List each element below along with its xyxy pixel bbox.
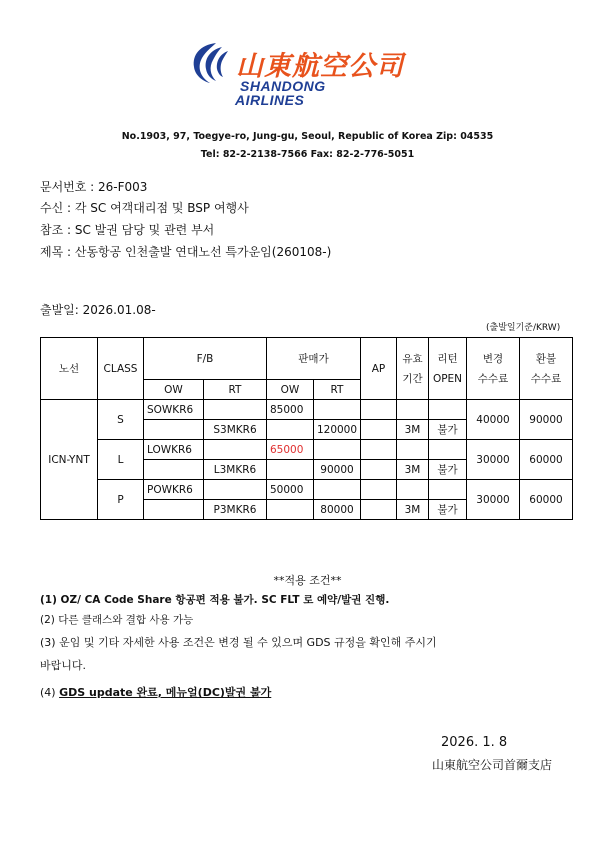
header-route: 노선 [41,338,98,400]
condition-4-text: GDS update 완료, 메뉴얼(DC)발권 불가 [59,686,272,699]
validity: 3M [397,420,429,440]
signature-date: 2026. 1. 8 [441,735,508,750]
ap-cell [361,440,397,460]
document-reference: 참조 : SC 발권 담당 및 관련 부서 [40,223,215,237]
rt-price: 80000 [314,500,361,520]
fare-table [40,337,573,520]
condition-3a: (3) 운임 및 기타 자세한 사용 조건은 변경 될 수 있으며 GDS 규정을 확인해 주시기 [40,636,437,649]
empty-cell [429,440,467,460]
empty-cell [204,480,267,500]
header-price-ow: OW [267,380,314,400]
route-cell: ICN-YNT [41,400,98,520]
refund-fee: 90000 [520,400,573,440]
rt-price: 90000 [314,460,361,480]
header-fb-rt: RT [204,380,267,400]
header-fb-ow: OW [144,380,204,400]
condition-2: (2) 다른 클래스와 결합 사용 가능 [40,614,194,626]
validity: 3M [397,500,429,520]
header-refund-1: 환불 [535,352,557,365]
document-recipient: 수신 : 각 SC 여객대리점 및 BSP 여행사 [40,201,249,215]
header-refund-fee [520,338,573,400]
refund-fee: 60000 [520,440,573,480]
header-change-1: 변경 [482,352,504,365]
class-cell: S [98,400,144,440]
ap-cell [361,480,397,500]
header-price: 판매가 [267,338,361,380]
header-return-1: 리턴 [437,352,458,365]
ow-fare-basis: LOWKR6 [144,440,204,460]
empty-cell [144,500,204,520]
departure-date: 출발일: 2026.01.08- [40,303,156,317]
rt-fare-basis: P3MKR6 [204,500,267,520]
empty-cell [361,420,397,440]
ow-fare-basis: POWKR6 [144,480,204,500]
header-fare-basis: F/B [144,338,267,380]
empty-cell [204,400,267,420]
header-validity [397,338,429,400]
signature-name: 山東航空公司首爾支店 [432,758,553,772]
empty-cell [267,500,314,520]
document-subject: 제목 : 산동항공 인천출발 연대노선 특가운임(260108-) [40,245,332,259]
ow-price: 85000 [267,400,314,420]
class-cell: P [98,480,144,520]
header-change-fee [467,338,520,400]
empty-cell [204,440,267,460]
validity: 3M [397,460,429,480]
logo-english-line2: AIRLINES [235,92,305,108]
header-refund-2: 수수료 [530,372,562,385]
refund-fee: 60000 [520,480,573,520]
empty-cell [314,440,361,460]
condition-1: (1) OZ/ CA Code Share 항공편 적용 불가. SC FLT 로 예약/발권 진행. [40,594,390,606]
condition-3b: 바랍니다. [40,659,87,672]
ow-price: 50000 [267,480,314,500]
logo-english-line1: SHANDONG [240,78,326,94]
header-price-rt: RT [314,380,361,400]
empty-cell [361,460,397,480]
rt-price: 120000 [314,420,361,440]
return-open: 불가 [429,420,467,440]
empty-cell [144,420,204,440]
header-change-2: 수수료 [477,372,509,385]
conditions-title: **적용 조건** [273,574,342,587]
change-fee: 40000 [467,400,520,440]
ow-price-highlight: 65000 [267,440,314,460]
return-open: 불가 [429,460,467,480]
empty-cell [361,500,397,520]
empty-cell [429,400,467,420]
empty-cell [267,420,314,440]
document-number: 문서번호 : 26-F003 [40,180,148,194]
bird-logo-icon [186,41,234,85]
rt-fare-basis: S3MKR6 [204,420,267,440]
empty-cell [314,400,361,420]
company-phone: Tel: 82-2-2138-7566 Fax: 82-2-776-5051 [200,149,415,160]
empty-cell [397,480,429,500]
condition-4 [40,686,271,699]
header-validity-1: 유효 [402,352,423,365]
header-return-2: OPEN [432,372,463,385]
change-fee: 30000 [467,440,520,480]
empty-cell [314,480,361,500]
change-fee: 30000 [467,480,520,520]
company-address: No.1903, 97, Toegye-ro, Jung-gu, Seoul, Republic of Korea Zip: 04535 [121,131,494,142]
ap-cell [361,400,397,420]
header-validity-2: 기간 [402,372,423,385]
ow-fare-basis: SOWKR6 [144,400,204,420]
class-cell: L [98,440,144,480]
company-logo [186,38,416,108]
empty-cell [397,440,429,460]
empty-cell [397,400,429,420]
empty-cell [267,460,314,480]
logo-chinese-name: 山東航空公司 [236,51,404,82]
empty-cell [429,480,467,500]
header-class: CLASS [98,338,144,400]
condition-4-prefix: (4) [40,686,60,699]
rt-fare-basis: L3MKR6 [204,460,267,480]
header-return-open [429,338,467,400]
return-open: 불가 [429,500,467,520]
currency-note: (출발일기준/KRW) [486,323,561,333]
header-ap: AP [361,338,397,400]
empty-cell [144,460,204,480]
